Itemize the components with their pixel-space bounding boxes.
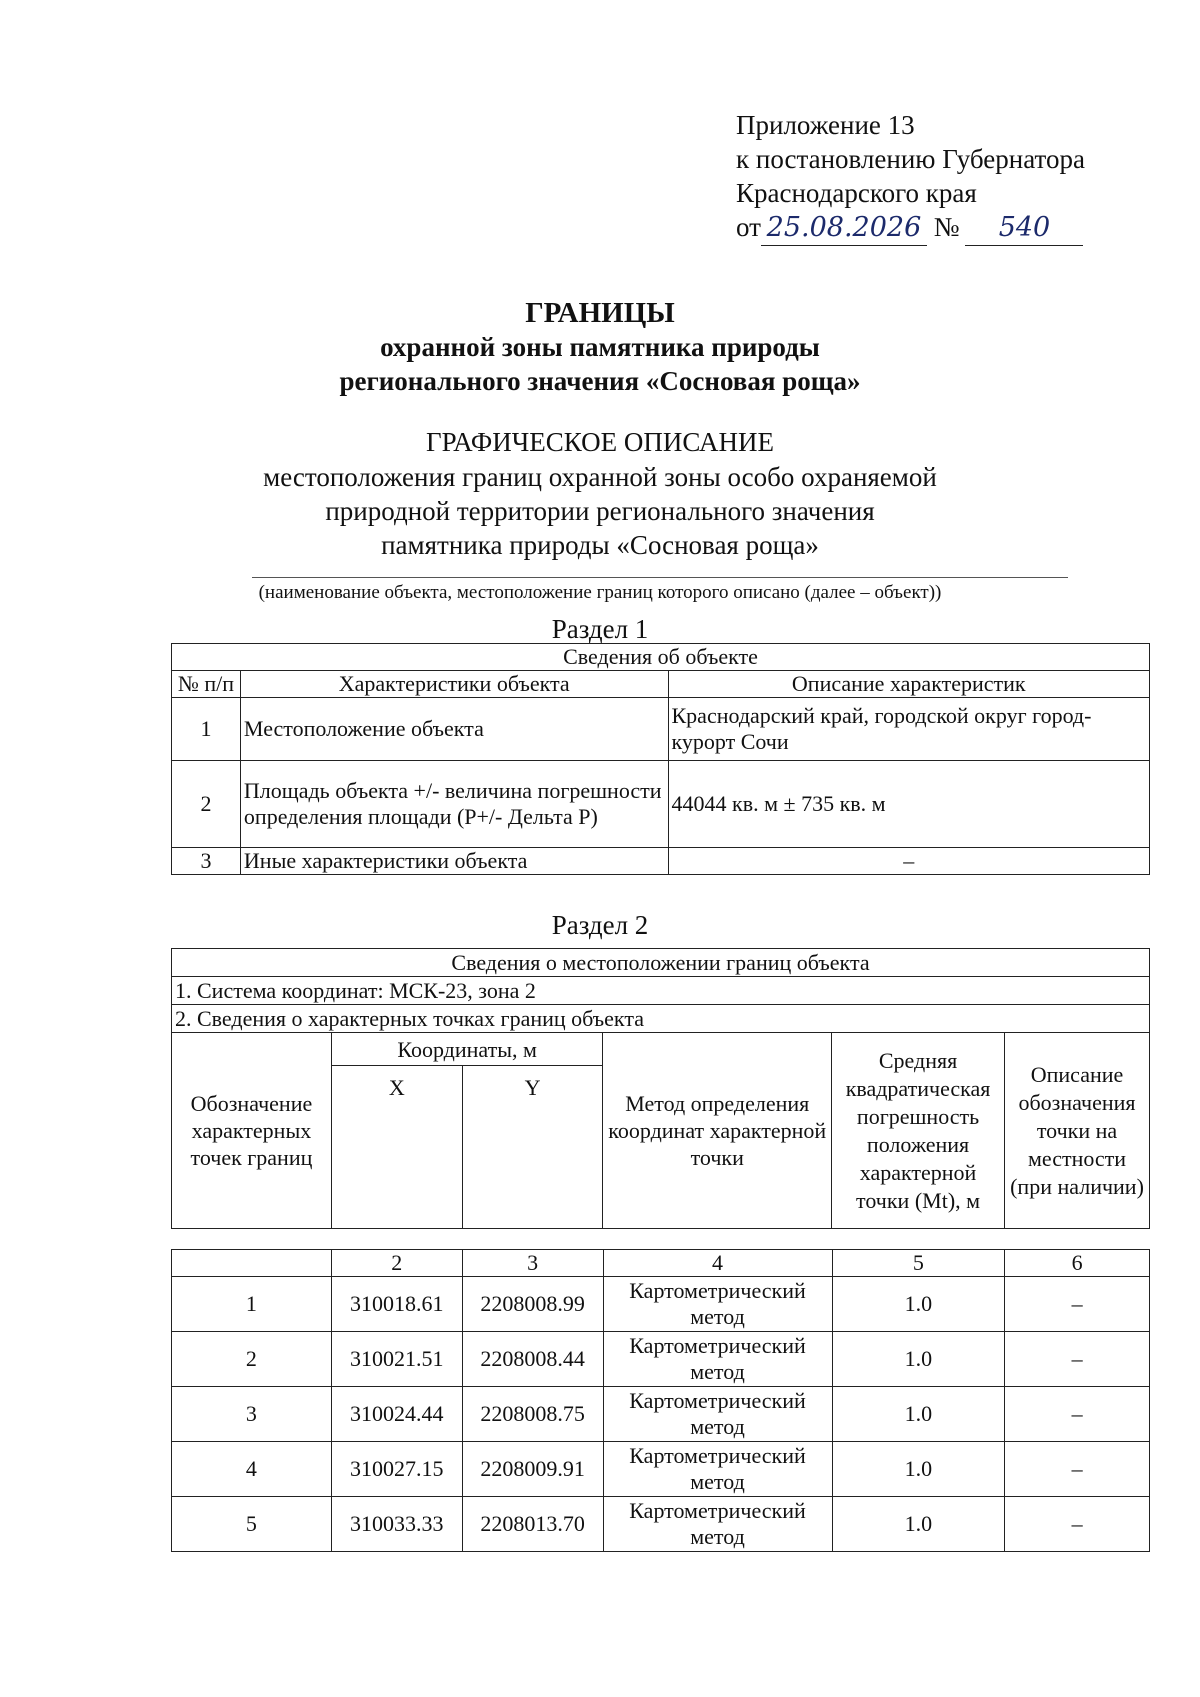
- table-row: [172, 1497, 1150, 1552]
- point-x: 310024.44: [331, 1387, 462, 1442]
- graphic-description-title: ГРАФИЧЕСКОЕ ОПИСАНИЕ: [425, 427, 775, 457]
- point-x: 310018.61: [331, 1277, 462, 1332]
- characteristic-name: Иные характеристики объекта: [240, 848, 668, 875]
- header-method: Метод определения координат характерной точки: [603, 1033, 832, 1229]
- row-number: 1: [172, 698, 241, 761]
- point-id: 4: [172, 1442, 332, 1497]
- point-description: –: [1005, 1442, 1150, 1497]
- section-1-title: Раздел 1: [551, 614, 649, 644]
- characteristic-value: –: [668, 848, 1150, 875]
- characteristic-name: Площадь объекта +/- величина погрешности определения площади (Р+/- Дельта Р): [240, 761, 668, 848]
- table-row: [172, 761, 1150, 848]
- column-number-row: [172, 1250, 1150, 1277]
- column-number: 2: [331, 1250, 462, 1277]
- graphic-description-line-1: местоположения границ охранной зоны особо охраняемой: [263, 462, 937, 492]
- boundary-info-table: [171, 948, 1150, 1229]
- header-y: Y: [462, 1066, 603, 1229]
- annex-line-2: к постановлению Губернатора: [736, 144, 1085, 174]
- characteristic-value: Краснодарский край, городской округ город-курорт Сочи: [668, 698, 1150, 761]
- handwritten-number: 540: [965, 211, 1083, 246]
- from-prefix: от: [736, 212, 761, 242]
- point-y: 2208009.91: [462, 1442, 603, 1497]
- column-number: 5: [832, 1250, 1005, 1277]
- handwritten-date: 25.08.2026: [761, 211, 927, 246]
- point-description: –: [1005, 1332, 1150, 1387]
- header-coordinates: Координаты, м: [331, 1033, 603, 1066]
- point-description: –: [1005, 1497, 1150, 1552]
- table-row: [172, 1277, 1150, 1332]
- point-method: Картометрический метод: [603, 1387, 832, 1442]
- point-y: 2208013.70: [462, 1497, 603, 1552]
- point-description: –: [1005, 1277, 1150, 1332]
- point-id: 1: [172, 1277, 332, 1332]
- characteristic-value: 44044 кв. м ± 735 кв. м: [668, 761, 1150, 848]
- row-number: 2: [172, 761, 241, 848]
- annex-line-1: Приложение 13: [736, 110, 915, 140]
- characteristic-name: Местоположение объекта: [240, 698, 668, 761]
- header-x: X: [331, 1066, 462, 1229]
- point-x: 310021.51: [331, 1332, 462, 1387]
- point-id: 3: [172, 1387, 332, 1442]
- point-y: 2208008.75: [462, 1387, 603, 1442]
- points-table: [171, 1249, 1150, 1552]
- column-number: 6: [1005, 1250, 1150, 1277]
- point-y: 2208008.44: [462, 1332, 603, 1387]
- document-subtitle-1: охранной зоны памятника природы: [380, 332, 820, 362]
- annex-line-3: Краснодарского края: [736, 178, 977, 208]
- object-caption: (наименование объекта, местоположение границ которого описано (далее – объект)): [258, 582, 942, 603]
- point-x: 310033.33: [331, 1497, 462, 1552]
- point-mt: 1.0: [832, 1332, 1005, 1387]
- coordinate-system: 1. Система координат: МСК-23, зона 2: [172, 977, 1150, 1005]
- row-number: 3: [172, 848, 241, 875]
- header-designation: Обозначение характерных точек границ: [172, 1033, 332, 1229]
- header-mean-error: Средняя квадратическая погрешность положения характерной точки (Mt), м: [832, 1033, 1005, 1229]
- point-mt: 1.0: [832, 1387, 1005, 1442]
- graphic-description-line-2: природной территории регионального значения: [325, 496, 875, 526]
- header-characteristic: Характеристики объекта: [240, 671, 668, 698]
- boundary-info-title: Сведения о местоположении границ объекта: [172, 949, 1150, 977]
- number-prefix: №: [933, 212, 960, 242]
- point-mt: 1.0: [832, 1277, 1005, 1332]
- object-info-table: [171, 643, 1150, 875]
- graphic-description-line-3: памятника природы «Сосновая роща»: [381, 530, 819, 560]
- underline-rule: [252, 577, 1068, 578]
- object-info-title: Сведения об объекте: [172, 644, 1150, 671]
- table-row: [172, 848, 1150, 875]
- section-2-title: Раздел 2: [551, 910, 649, 940]
- document-title: ГРАНИЦЫ: [525, 297, 675, 329]
- point-id: 2: [172, 1332, 332, 1387]
- point-method: Картометрический метод: [603, 1277, 832, 1332]
- document-subtitle-2: регионального значения «Сосновая роща»: [339, 366, 861, 396]
- table-row: [172, 1387, 1150, 1442]
- point-x: 310027.15: [331, 1442, 462, 1497]
- points-title: 2. Сведения о характерных точках границ объекта: [172, 1005, 1150, 1033]
- point-mt: 1.0: [832, 1442, 1005, 1497]
- table-row: [172, 1442, 1150, 1497]
- annex-header: [736, 108, 1085, 246]
- point-mt: 1.0: [832, 1497, 1005, 1552]
- point-method: Картометрический метод: [603, 1497, 832, 1552]
- header-description: Описание характеристик: [668, 671, 1150, 698]
- point-id: 5: [172, 1497, 332, 1552]
- point-description: –: [1005, 1387, 1150, 1442]
- annex-date-line: [736, 210, 1085, 246]
- point-method: Картометрический метод: [603, 1332, 832, 1387]
- table-row: [172, 698, 1150, 761]
- table-row: [172, 1332, 1150, 1387]
- header-row-number: № п/п: [172, 671, 241, 698]
- column-number: 4: [603, 1250, 832, 1277]
- point-method: Картометрический метод: [603, 1442, 832, 1497]
- header-point-description: Описание обозначения точки на местности (при наличии): [1005, 1033, 1150, 1229]
- column-number: [172, 1250, 332, 1277]
- point-y: 2208008.99: [462, 1277, 603, 1332]
- column-number: 3: [462, 1250, 603, 1277]
